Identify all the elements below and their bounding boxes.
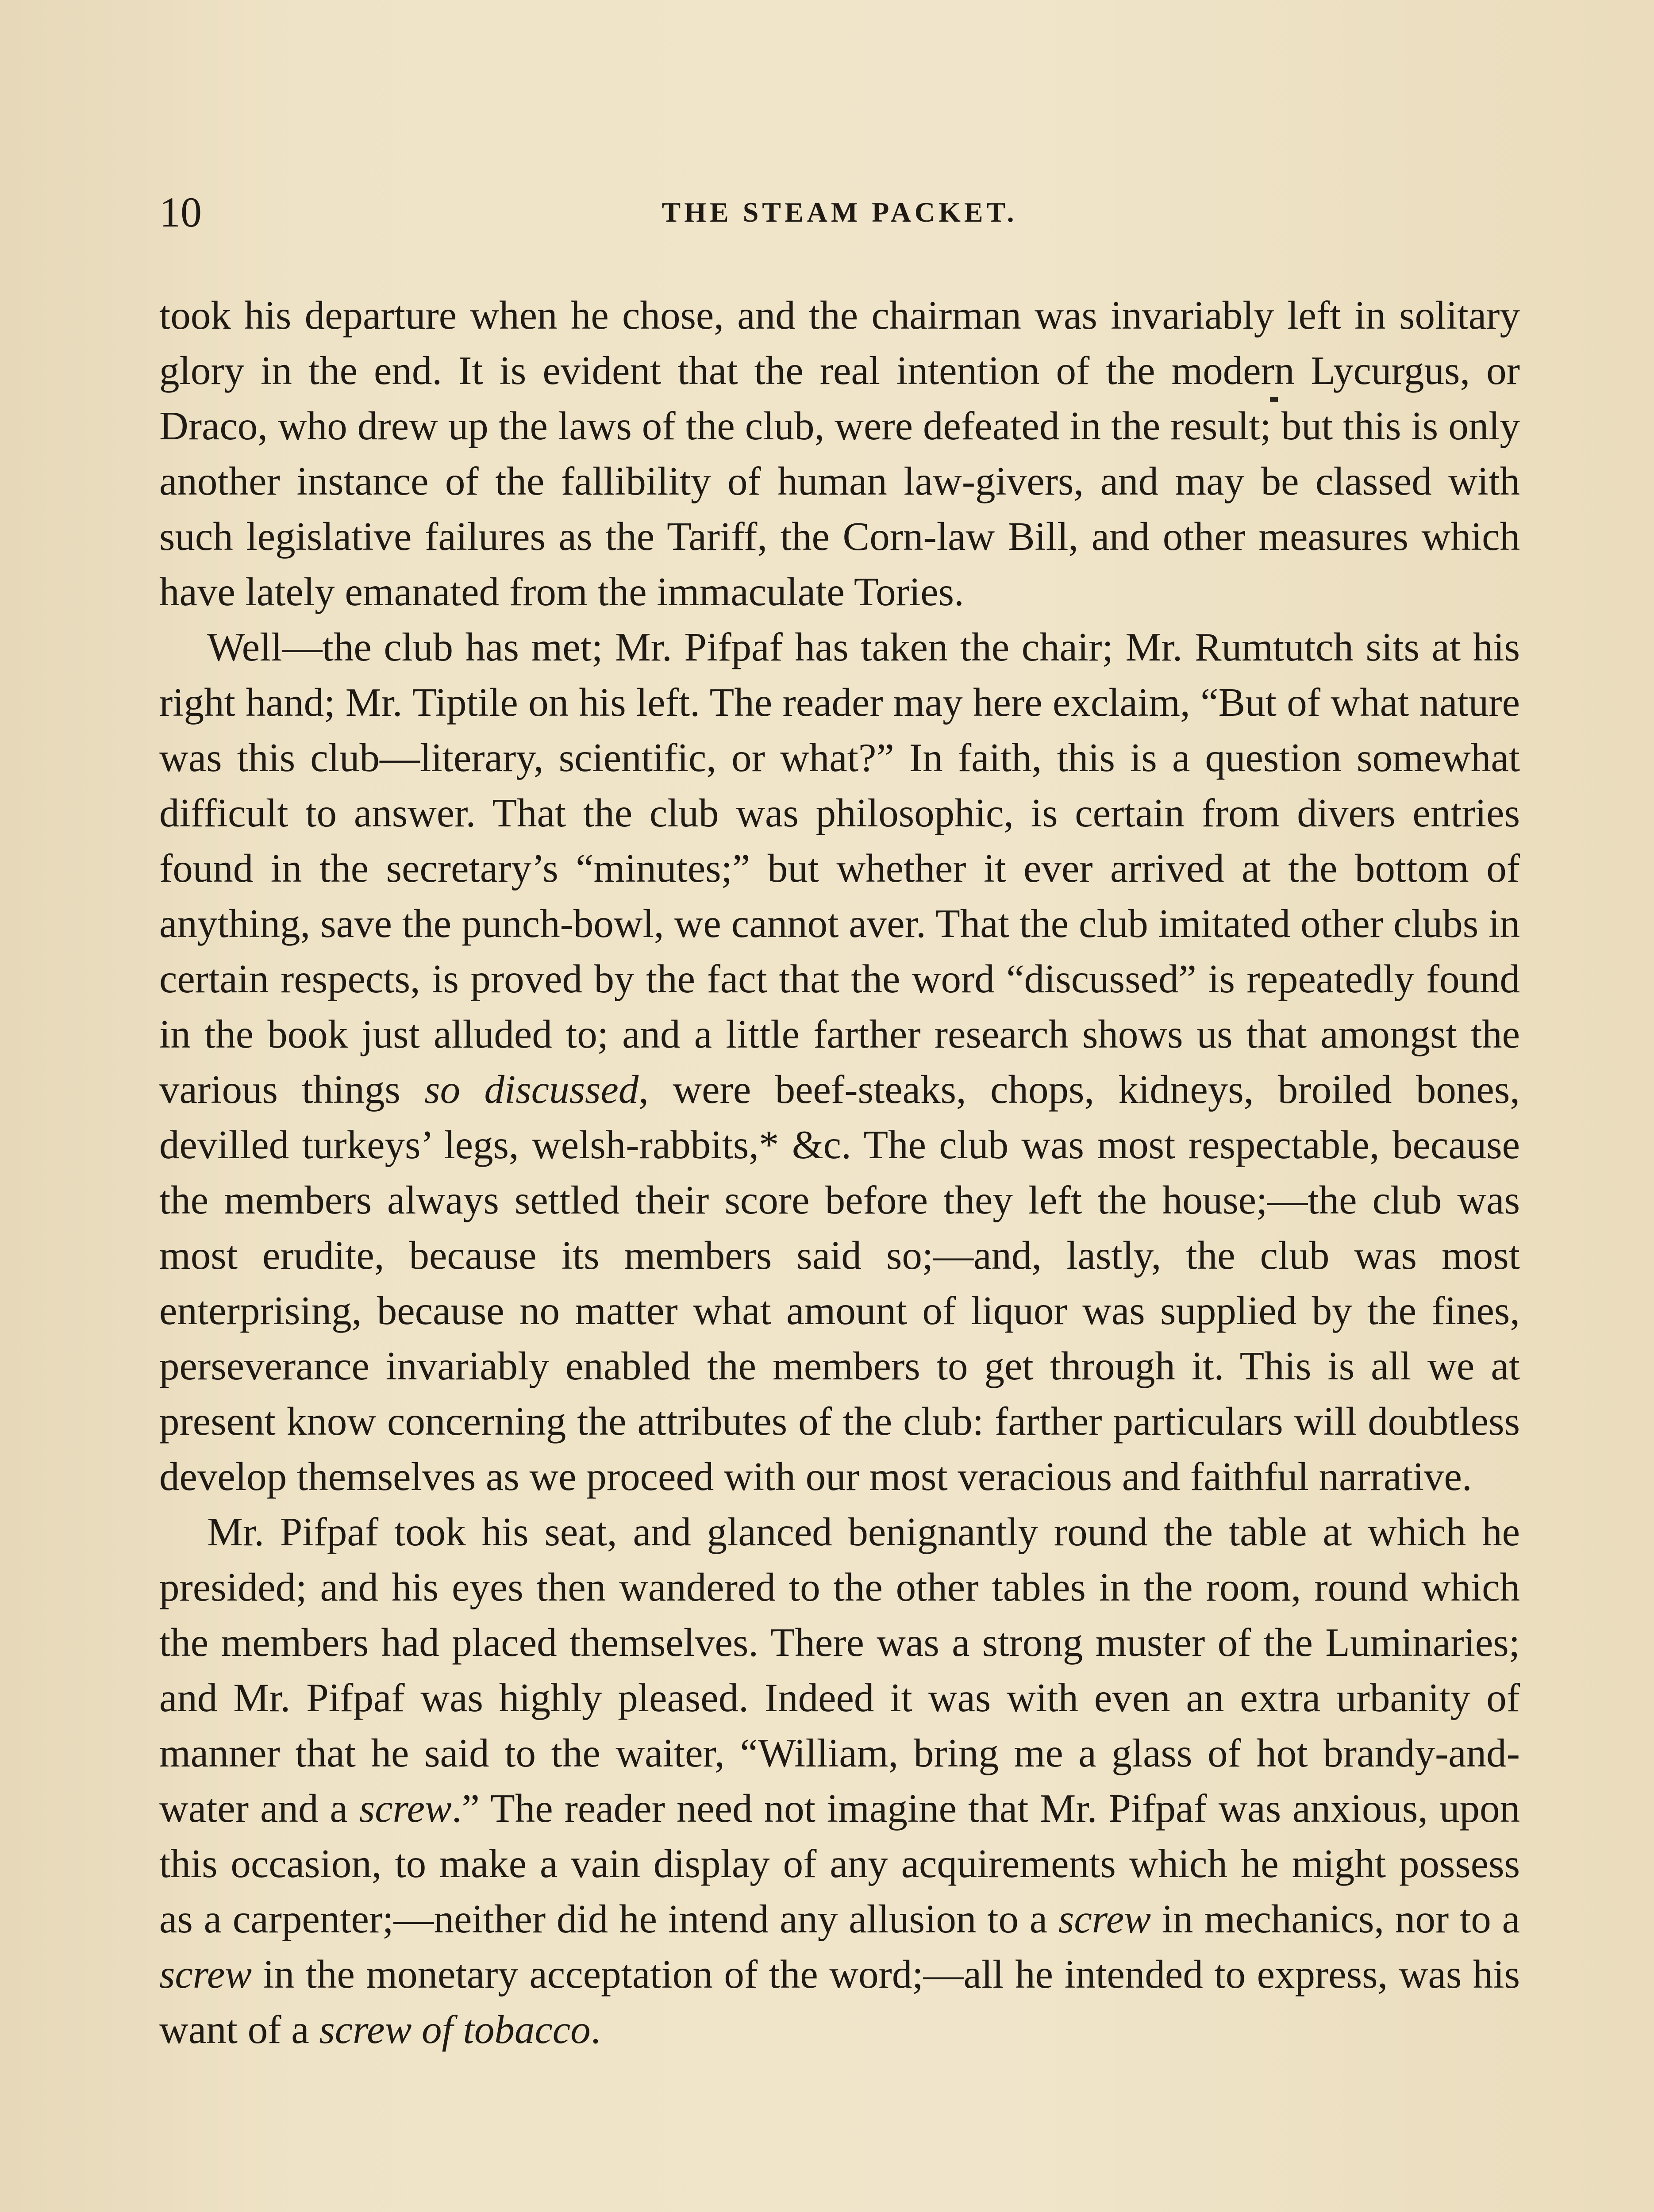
text-run: in the monetary acceptation of the word;—all he intended to express, was his want of a (159, 1952, 1520, 2052)
italic-text: screw (1058, 1897, 1151, 1941)
page-number: 10 (159, 188, 202, 236)
text-run: , were beef-steaks, chops, kidneys, broiled bones, devilled turkeys’ legs, welsh-rabbits,* &c. The club was most respectable, because the members always settled their score before they left the house;—the club was most erudite, because its members said so;—and, lastly, the club was most enterprising, because no matter what amount of liquor was supplied by the fines, perseverance invariably enabled the members to get through it. This is all we at present know concerning the attributes of the club: farther particulars will doubtless develop themselves as we proceed with our most veracious and faithful narrative. (159, 1067, 1520, 1499)
paragraph-1 (159, 288, 1520, 619)
text-run: in mechanics, nor to a (1150, 1897, 1520, 1941)
italic-text: screw (159, 1952, 252, 1997)
text-run: .” The reader need not imagine that Mr. Pifpaf was anxious, upon this occasion, to make a vain display of any acquirements which he might possess as a carpenter;—neither did he intend any allusion to a (159, 1786, 1520, 1941)
italic-text: so discussed (424, 1067, 639, 1112)
running-title: THE STEAM PACKET. (662, 196, 1018, 228)
italic-text: screw of tobacco (319, 2007, 591, 2052)
text-run: Mr. Pifpaf took his seat, and glanced benignantly round the table at which he presided; and his eyes then wandered to the other tables in the room, round which the members had placed themselves. There was a strong muster of the Luminaries; and Mr. Pifpaf was highly pleased. Indeed it was with even an extra urbanity of manner that he said to the waiter, “William, bring me a glass of hot brandy-and-water and a (159, 1509, 1520, 1831)
text-run: . (590, 2007, 601, 2052)
paragraph-2 (159, 619, 1520, 1504)
italic-text: screw (359, 1786, 452, 1831)
page-header (159, 186, 1520, 239)
text-run: took his departure when he chose, and the chairman was invariably left in solitary glory in the end. It is evident that the real intention of the modern Lycurgus, or Draco, who drew up the laws of the club, were defeated in the result; but this is only another instance of the fallibility of human law-givers, and may be classed with such legislative failures as the Tariff, the Corn-law Bill, and other measures which have lately emanated from the immaculate Tories. (159, 293, 1520, 614)
body-text (159, 288, 1520, 2057)
text-run: Well—the club has met; Mr. Pifpaf has taken the chair; Mr. Rumtutch sits at his right hand; Mr. Tiptile on his left. The reader may here exclaim, “But of what nature was this club—literary, scientific, or what?” In faith, this is a question somewhat difficult to answer. That the club was philosophic, is certain from divers entries found in the secretary’s “minutes;” but whether it ever arrived at the bottom of anything, save the punch-bowl, we cannot aver. That the club imitated other clubs in certain respects, is proved by the fact that the word “discussed” is repeatedly found in the book just alluded to; and a little farther research shows us that amongst the various things (159, 625, 1520, 1112)
paragraph-3 (159, 1504, 1520, 2057)
